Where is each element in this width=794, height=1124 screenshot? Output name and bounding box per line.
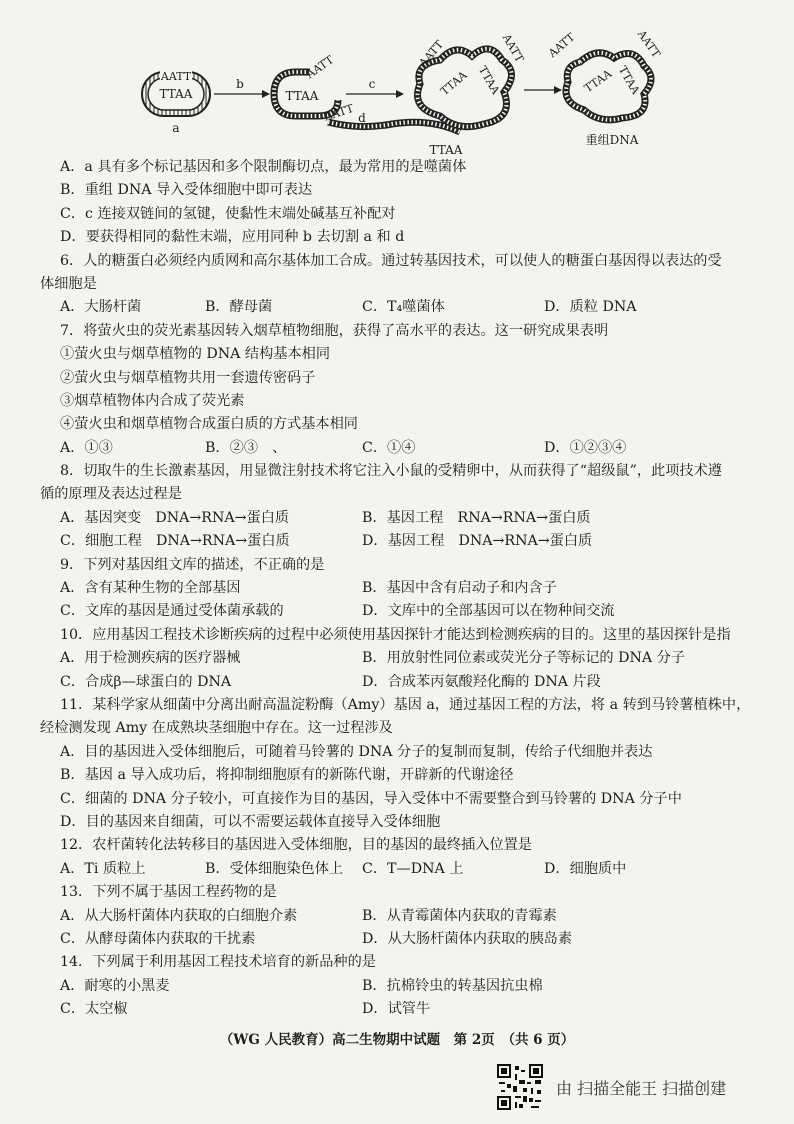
q7-option-b: B．②③ 、 <box>205 439 287 456</box>
q8-options-row-2 <box>40 530 780 553</box>
qr-code-icon <box>497 1064 543 1110</box>
plasmid-a <box>142 68 210 135</box>
q10-option-b: B．用放射性同位素或荧光分子等标记的 DNA 分子 <box>362 650 686 667</box>
arrow-c-head <box>396 90 404 98</box>
label-a: a <box>172 121 180 135</box>
arrow-b-head <box>262 90 270 98</box>
q9-options-row-2 <box>40 600 780 623</box>
q7-option-a: A．①③ <box>60 439 113 456</box>
q8-stem-line-1: 8．切取牛的生长激素基因，用显微注射技术将它注入小鼠的受精卵中，从而获得了“超级鼠”，此项技术遵 <box>60 463 722 480</box>
q7-options <box>40 437 780 460</box>
q5-option-d: D．要获得相同的黏性末端，应用同种 b 去切割 a 和 d <box>60 229 405 246</box>
q13-options-row-1 <box>40 905 780 928</box>
q14-options-row-2 <box>40 998 780 1021</box>
q13-option-c: C．从酵母菌体内获取的干扰素 <box>60 930 256 947</box>
q7-item-4: ④萤火虫和烟草植物合成蛋白质的方式基本相同 <box>60 416 358 433</box>
q12-option-d: D．细胞质中 <box>544 860 627 877</box>
seq-bottom-f2: TTAA <box>615 63 643 97</box>
seq-top-f1: AATT <box>546 30 578 60</box>
final-recombinant-dna <box>545 27 663 147</box>
q9-stem: 9．下列对基因组文库的描述，不正确的是 <box>60 556 325 573</box>
q13-option-b: B．从青霉菌体内获取的青霉素 <box>362 907 557 924</box>
q14-option-d: D．试管牛 <box>362 1001 431 1018</box>
seq-bottom-r1: TTAA <box>438 68 470 98</box>
q9-option-b: B．基因中含有启动子和内含子 <box>362 580 557 597</box>
q8-option-c: C．细胞工程 DNA→RNA→蛋白质 <box>60 533 290 550</box>
q10-options-row-1 <box>40 647 780 670</box>
q13-option-d: D．从大肠杆菌体内获取的胰岛素 <box>362 930 573 947</box>
question-content <box>40 156 780 1021</box>
q14-option-b: B．抗棉铃虫的转基因抗虫棉 <box>362 977 543 994</box>
q11-stem-line-2: 经检测发现 Amy 在成熟块茎细胞中存在。这一过程涉及 <box>40 720 393 737</box>
dna-fragment-d <box>322 102 463 157</box>
q13-options-row-2 <box>40 928 780 951</box>
seq-top-cut: AATT <box>303 53 337 82</box>
label-recombinant-dna: 重组DNA <box>585 133 639 147</box>
q8-option-d: D．基因工程 DNA→RNA→蛋白质 <box>362 533 593 550</box>
q12-option-b: B．受体细胞染色体上 <box>205 860 344 877</box>
q12-option-a: A．Ti 质粒上 <box>60 860 146 877</box>
seq-top-r2: AATT <box>499 31 527 65</box>
q6-stem-line-1: 6．人的糖蛋白必须经内质网和高尔基体加工合成。通过转基因技术，可以使人的糖蛋白基因得以表达的受 <box>60 252 722 269</box>
q7-stem: 7．将萤火虫的荧光素基因转入烟草植物细胞，获得了高水平的表达。这一研究成果表明 <box>60 322 609 339</box>
label-b: b <box>236 77 244 91</box>
q10-options-row-2 <box>40 671 780 694</box>
q6-option-c: C．T₄噬菌体 <box>362 299 445 316</box>
q11-stem-line-1: 11．某科学家从细菌中分离出耐高温淀粉酶（Amy）基因 a，通过基因工程的方法，将 a 转到马铃薯植株中， <box>60 696 751 713</box>
q9-options-row-1 <box>40 577 780 600</box>
q6-option-d: D．质粒 DNA <box>544 299 637 316</box>
q8-options-row-1 <box>40 507 780 530</box>
q9-option-c: C．文库的基因是通过受体菌承载的 <box>60 603 284 620</box>
seq-top-r1: AATT <box>416 38 446 70</box>
seq-bottom-f1: TTAA <box>581 67 615 96</box>
q10-option-d: D．合成苯丙氨酸羟化酶的 DNA 片段 <box>362 673 601 690</box>
q14-option-c: C．太空椒 <box>60 1001 128 1018</box>
recombinant-plasmid <box>416 31 527 127</box>
q12-stem: 12．农杆菌转化法转移目的基因进入受体细胞，目的基因的最终插入位置是 <box>60 837 533 854</box>
q8-option-a: A．基因突变 DNA→RNA→蛋白质 <box>60 509 290 526</box>
q14-option-a: A．耐寒的小黑麦 <box>60 977 170 994</box>
q8-stem-line-2: 循的原理及表达过程是 <box>40 486 182 503</box>
seq-bottom-cut: TTAA <box>285 89 319 103</box>
q14-options-row-1 <box>40 975 780 998</box>
q13-stem: 13．下列不属于基因工程药物的是 <box>60 884 277 901</box>
q11-option-d: D．目的基因来自细菌，可以不需要运载体直接导入受体细胞 <box>60 813 441 830</box>
q7-item-2: ②萤火虫与烟草植物共用一套遗传密码子 <box>60 369 316 386</box>
q7-option-c: C．①④ <box>362 439 416 456</box>
q11-option-c: C．细菌的 DNA 分子较小，可直接作为目的基因，导入受体中不需要整合到马铃薯的 DNA 分子中 <box>60 790 682 807</box>
q6-option-a: A．大肠杆菌 <box>60 299 142 316</box>
q9-option-d: D．文库中的全部基因可以在物种间交流 <box>362 603 615 620</box>
q14-stem: 14．下列属于利用基因工程技术培育的新品种的是 <box>60 954 376 971</box>
arrow-result-head <box>554 86 562 94</box>
seq-bottom-d: TTAA <box>429 143 463 157</box>
seq-top-f2: AATT <box>634 27 663 61</box>
q10-option-a: A．用于检测疾病的医疗器械 <box>60 650 241 667</box>
q6-stem-line-2: 体细胞是 <box>40 275 97 292</box>
seq-bottom-r2: TTAA <box>475 63 503 97</box>
q10-option-c: C．合成β—球蛋白的 DNA <box>60 673 232 690</box>
scanner-watermark: 由 扫描全能王 扫描创建 <box>556 1079 727 1098</box>
q9-option-a: A．含有某种生物的全部基因 <box>60 580 241 597</box>
cut-plasmid <box>274 53 338 116</box>
q7-option-d: D．①②③④ <box>544 439 627 456</box>
q5-option-b: B．重组 DNA 导入受体细胞中即可表达 <box>60 182 313 199</box>
seq-top-a: AATT <box>160 70 192 83</box>
q5-option-c: C．c 连接双链间的氢键，使黏性末端处碱基互补配对 <box>60 205 396 222</box>
q11-option-b: B．基因 a 导入成功后，将抑制细胞原有的新陈代谢，开辟新的代谢途径 <box>60 767 514 784</box>
q12-options <box>40 858 780 881</box>
q13-option-a: A．从大肠杆菌体内获取的白细胞介素 <box>60 907 298 924</box>
q12-option-c: C．T—DNA 上 <box>362 860 464 877</box>
q6-options <box>40 296 780 319</box>
q7-item-1: ①萤火虫与烟草植物的 DNA 结构基本相同 <box>60 346 331 363</box>
q8-option-b: B．基因工程 RNA→RNA→蛋白质 <box>362 509 591 526</box>
page-footer: （WG 人民教育）高二生物期中试题 第 2页 （共 6 页） <box>219 1032 575 1048</box>
seq-top-d: AATT <box>322 101 356 124</box>
q10-stem: 10．应用基因工程技术诊断疾病的过程中必须使用基因探针才能达到检测疾病的目的。这里的基因探针是指 <box>60 626 731 643</box>
label-d: d <box>358 111 366 125</box>
q7-item-3: ③烟草植物体内合成了荧光素 <box>60 392 245 409</box>
q5-option-a: A．a 具有多个标记基因和多个限制酶切点，最为常用的是噬菌体 <box>60 159 467 175</box>
seq-bottom-a: TTAA <box>159 87 193 101</box>
q11-option-a: A．目的基因进入受体细胞后，可随着马铃薯的 DNA 分子的复制而复制，传给子代细胞并表达 <box>60 743 653 760</box>
q6-option-b: B．酵母菌 <box>205 299 273 316</box>
label-c: c <box>368 77 376 91</box>
